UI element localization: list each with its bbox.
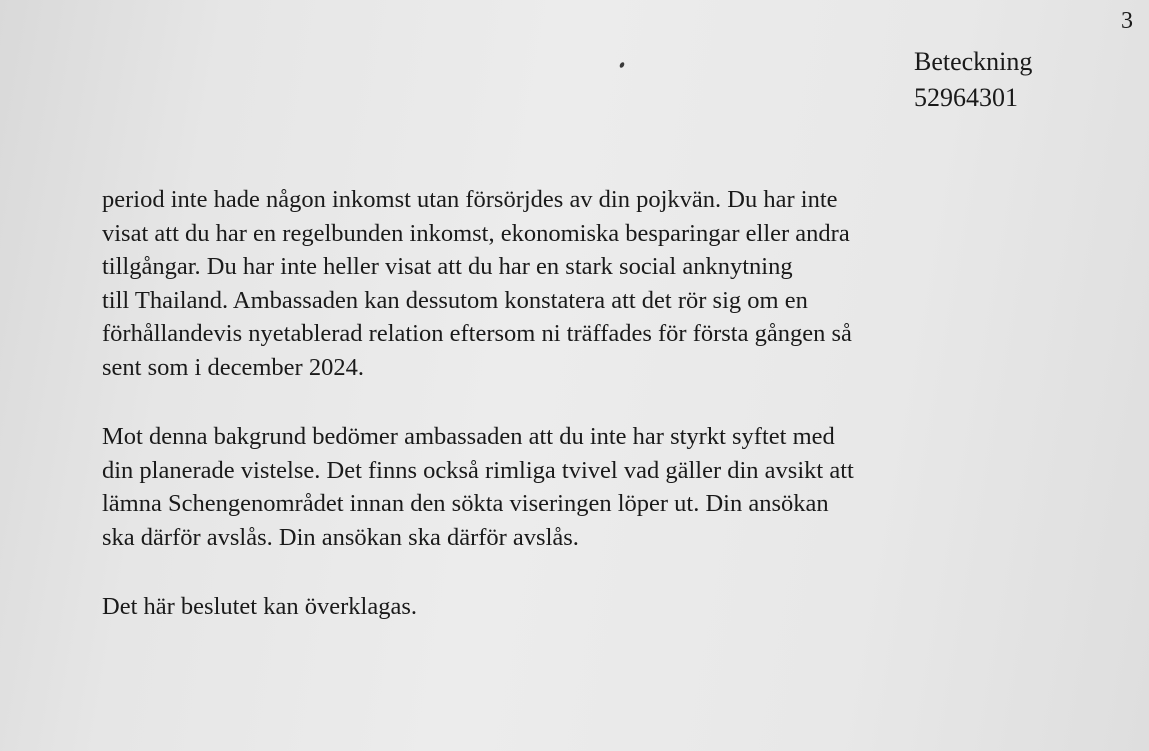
paragraph-financial-ties	[102, 183, 1102, 384]
text-line: sent som i december 2024.	[102, 353, 364, 381]
text-line: Det här beslutet kan överklagas.	[102, 593, 417, 620]
text-line: förhållandevis nyetablerad relation eftersom ni träffades för första gången så	[102, 320, 852, 347]
paragraph-appeal-notice	[102, 590, 1102, 624]
reference-block	[914, 44, 1032, 116]
text-line: din planerade vistelse. Det finns också rimliga tvivel vad gäller din avsikt att	[102, 456, 854, 484]
paragraph-assessment	[102, 420, 1102, 554]
ink-speck	[619, 61, 625, 68]
text-line: tillgångar. Du har inte heller visat att du har en stark social anknytning	[102, 253, 793, 280]
text-line: ska därför avslås. Din ansökan ska därför avslås.	[102, 523, 579, 551]
page-number: 3	[1121, 8, 1133, 34]
text-line: visat att du har en regelbunden inkomst, ekonomiska besparingar eller andra	[102, 219, 850, 247]
reference-label: Beteckning	[914, 47, 1033, 76]
text-line: period inte hade någon inkomst utan försörjdes av din pojkvän. Du har inte	[102, 186, 838, 213]
letter-body	[102, 183, 1102, 624]
reference-number: 52964301	[914, 83, 1018, 112]
text-line: till Thailand. Ambassaden kan dessutom konstatera att det rör sig om en	[102, 286, 808, 314]
text-line: lämna Schengenområdet innan den sökta viseringen löper ut. Din ansökan	[102, 490, 829, 517]
text-line: Mot denna bakgrund bedömer ambassaden att du inte har styrkt syftet med	[102, 423, 835, 450]
